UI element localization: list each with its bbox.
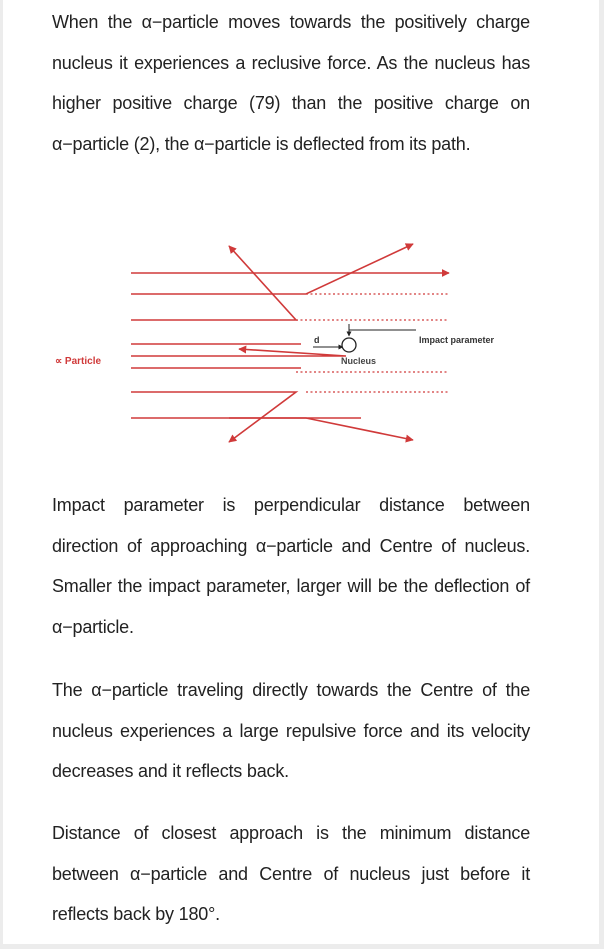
trajectory-head-on [131, 349, 346, 356]
alpha-scattering-diagram [51, 236, 521, 448]
impact-parameter-label: Impact parameter [419, 335, 495, 345]
trajectory-upper-back-deflected [131, 246, 296, 320]
paragraph-head-on: The α−particle traveling directly towards the Centre of the nucleus experiences a large repulsive force and its velocity decreases and it reflects back. [52, 680, 530, 782]
nucleus-label: Nucleus [341, 356, 377, 366]
content-card [3, 0, 599, 944]
distance-label: d [314, 335, 320, 345]
impact-parameter-marker [313, 324, 416, 350]
nucleus-icon [342, 338, 356, 352]
trajectory-lower-back-deflected [131, 392, 296, 442]
particle-label: ∝ Particle [55, 356, 102, 367]
trajectory-upper-deflected [131, 244, 413, 294]
paragraph-repulsion: When the α−particle moves towards the positively charge nucleus it experiences a reclusive force. As the nucleus has higher positive charge (79) than the positive charge on α−particle (2), the α−particle is deflected from its path. [52, 12, 530, 154]
alpha-trajectories [131, 244, 449, 442]
paragraph-closest-approach: Distance of closest approach is the minimum distance between α−particle and Centre of nucleus just before it reflects back by 180°. [52, 823, 530, 925]
paragraph-impact-parameter: Impact parameter is perpendicular distance between direction of approaching α−particle and Centre of nucleus. Smaller the impact parameter, larger will be the deflection of α−particle. [52, 495, 530, 637]
